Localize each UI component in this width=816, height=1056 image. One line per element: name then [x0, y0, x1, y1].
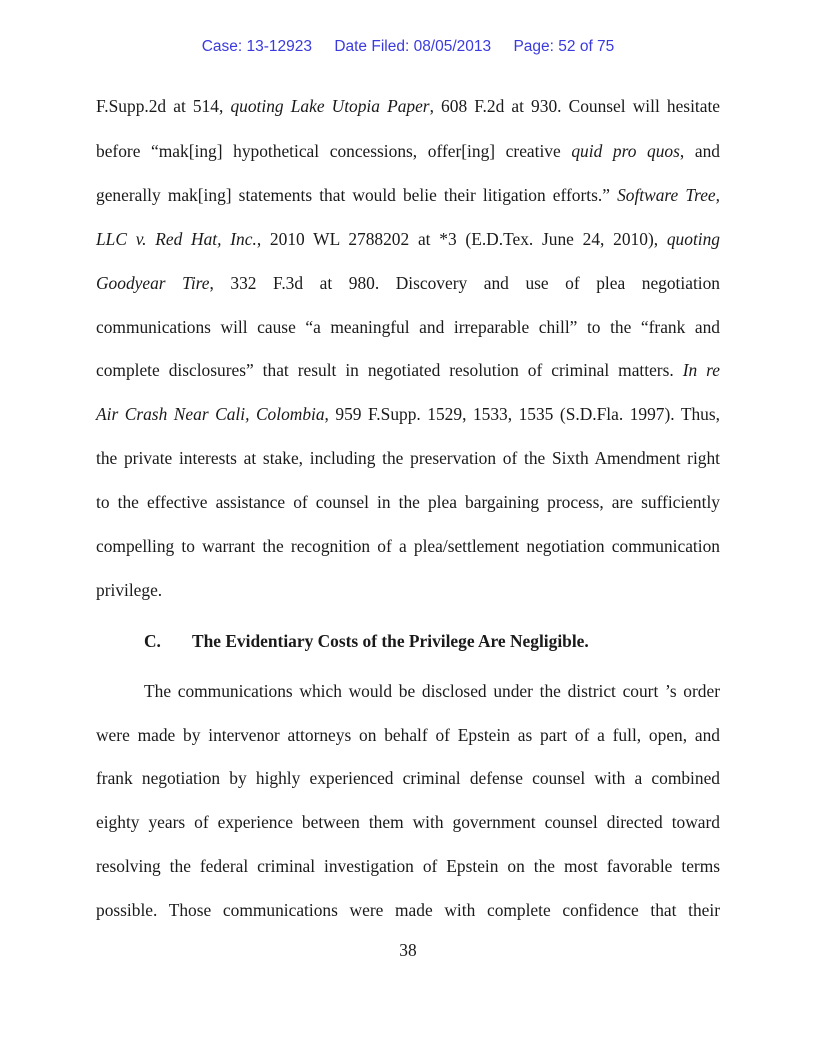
case-number: Case: 13-12923 — [201, 38, 312, 55]
body-line: were made by intervenor attorneys on behalf of Epstein as part of a full, open, and — [96, 725, 720, 745]
body-line: Goodyear Tire, 332 F.3d at 980. Discovery and use of plea negotiation — [96, 273, 720, 293]
body-line: resolving the federal criminal investigation of Epstein on the most favorable terms — [96, 856, 720, 876]
body-line: frank negotiation by highly experienced criminal defense counsel with a combined — [96, 768, 720, 788]
body-line: to the effective assistance of counsel in the plea bargaining process, are sufficiently — [96, 492, 720, 512]
section-letter: C. — [144, 631, 161, 651]
body-line: the private interests at stake, including the preservation of the Sixth Amendment right — [96, 448, 720, 468]
body-line: The communications which would be disclosed under the district court ’s order — [144, 681, 720, 701]
body-line: generally mak[ing] statements that would belie their litigation efforts.” Software Tree, — [96, 185, 720, 205]
body-line: LLC v. Red Hat, Inc., 2010 WL 2788202 at *3 (E.D.Tex. June 24, 2010), quoting — [96, 229, 720, 249]
body-line: eighty years of experience between them with government counsel directed toward — [96, 812, 720, 832]
section-title: The Evidentiary Costs of the Privilege Are Negligible. — [192, 631, 589, 651]
body-line: F.Supp.2d at 514, quoting Lake Utopia Paper, 608 F.2d at 930. Counsel will hesitate — [96, 96, 721, 116]
case-header — [0, 38, 816, 56]
date-filed: Date Filed: 08/05/2013 — [334, 38, 492, 55]
body-line: compelling to warrant the recognition of a plea/settlement negotiation communication — [96, 536, 720, 556]
body-line: before “mak[ing] hypothetical concessions, offer[ing] creative quid pro quos, and — [96, 141, 720, 161]
body-line: privilege. — [96, 580, 163, 600]
section-heading — [144, 630, 589, 652]
body-line: complete disclosures” that result in negotiated resolution of criminal matters. In re — [96, 360, 720, 380]
body-line: possible. Those communications were made with complete confidence that their — [96, 900, 720, 920]
body-line: Air Crash Near Cali, Colombia, 959 F.Supp. 1529, 1533, 1535 (S.D.Fla. 1997). Thus, — [96, 404, 720, 424]
page-number: 38 — [399, 940, 417, 960]
page-indicator: Page: 52 of 75 — [513, 38, 615, 55]
body-line: communications will cause “a meaningful and irreparable chill” to the “frank and — [96, 317, 720, 337]
